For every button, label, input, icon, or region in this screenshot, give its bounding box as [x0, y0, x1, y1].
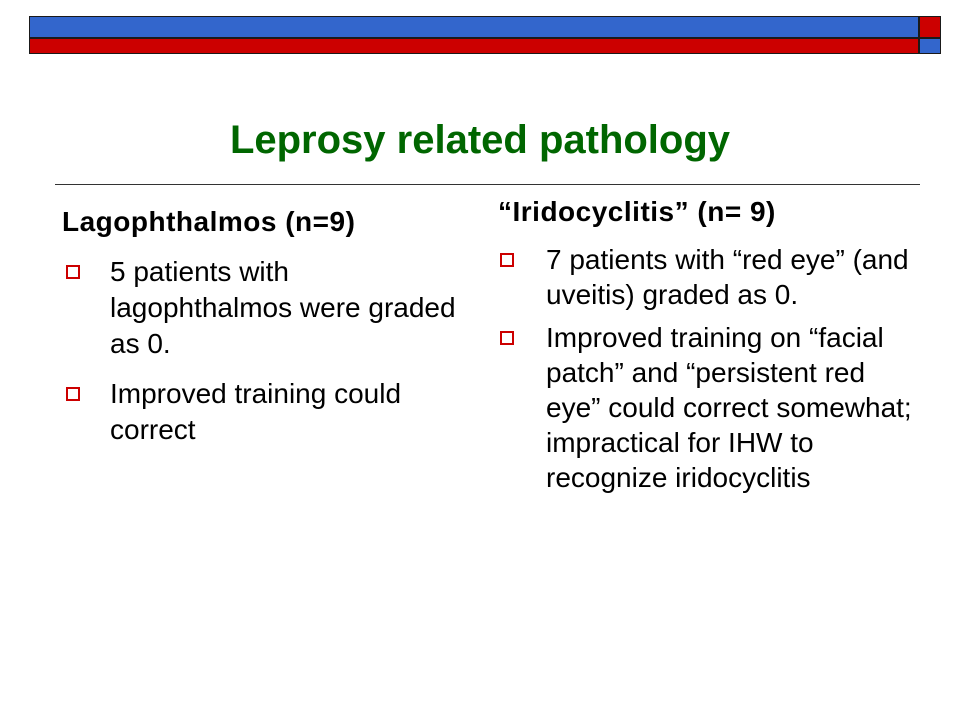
right-bullet-list	[498, 242, 918, 495]
corner-blue-square	[919, 38, 941, 54]
slide-title: Leprosy related pathology	[229, 118, 731, 162]
top-red-bar	[29, 38, 919, 54]
top-blue-bar	[29, 16, 919, 38]
title-divider	[55, 184, 920, 185]
right-column	[498, 196, 918, 495]
list-item	[62, 376, 462, 448]
square-bullet-icon	[66, 265, 80, 279]
square-bullet-icon	[500, 253, 514, 267]
bullet-text: 7 patients with “red eye” (and uveitis) graded as 0.	[546, 244, 909, 310]
bullet-text: 5 patients with lagophthalmos were graded as 0.	[110, 256, 456, 359]
bullet-text: Improved training on “facial patch” and “persistent red eye” could correct somewhat; impractical for IHW to recognize iridocyclitis	[546, 322, 912, 493]
left-heading: Lagophthalmos (n=9)	[62, 206, 356, 237]
list-item	[498, 320, 918, 495]
right-heading: “Iridocyclitis” (n= 9)	[498, 196, 776, 227]
corner-red-square	[919, 16, 941, 38]
square-bullet-icon	[66, 387, 80, 401]
square-bullet-icon	[500, 331, 514, 345]
left-bullet-list	[62, 254, 462, 448]
list-item	[62, 254, 462, 362]
left-column	[62, 200, 462, 448]
bullet-text: Improved training could correct	[110, 378, 402, 445]
list-item	[498, 242, 918, 312]
